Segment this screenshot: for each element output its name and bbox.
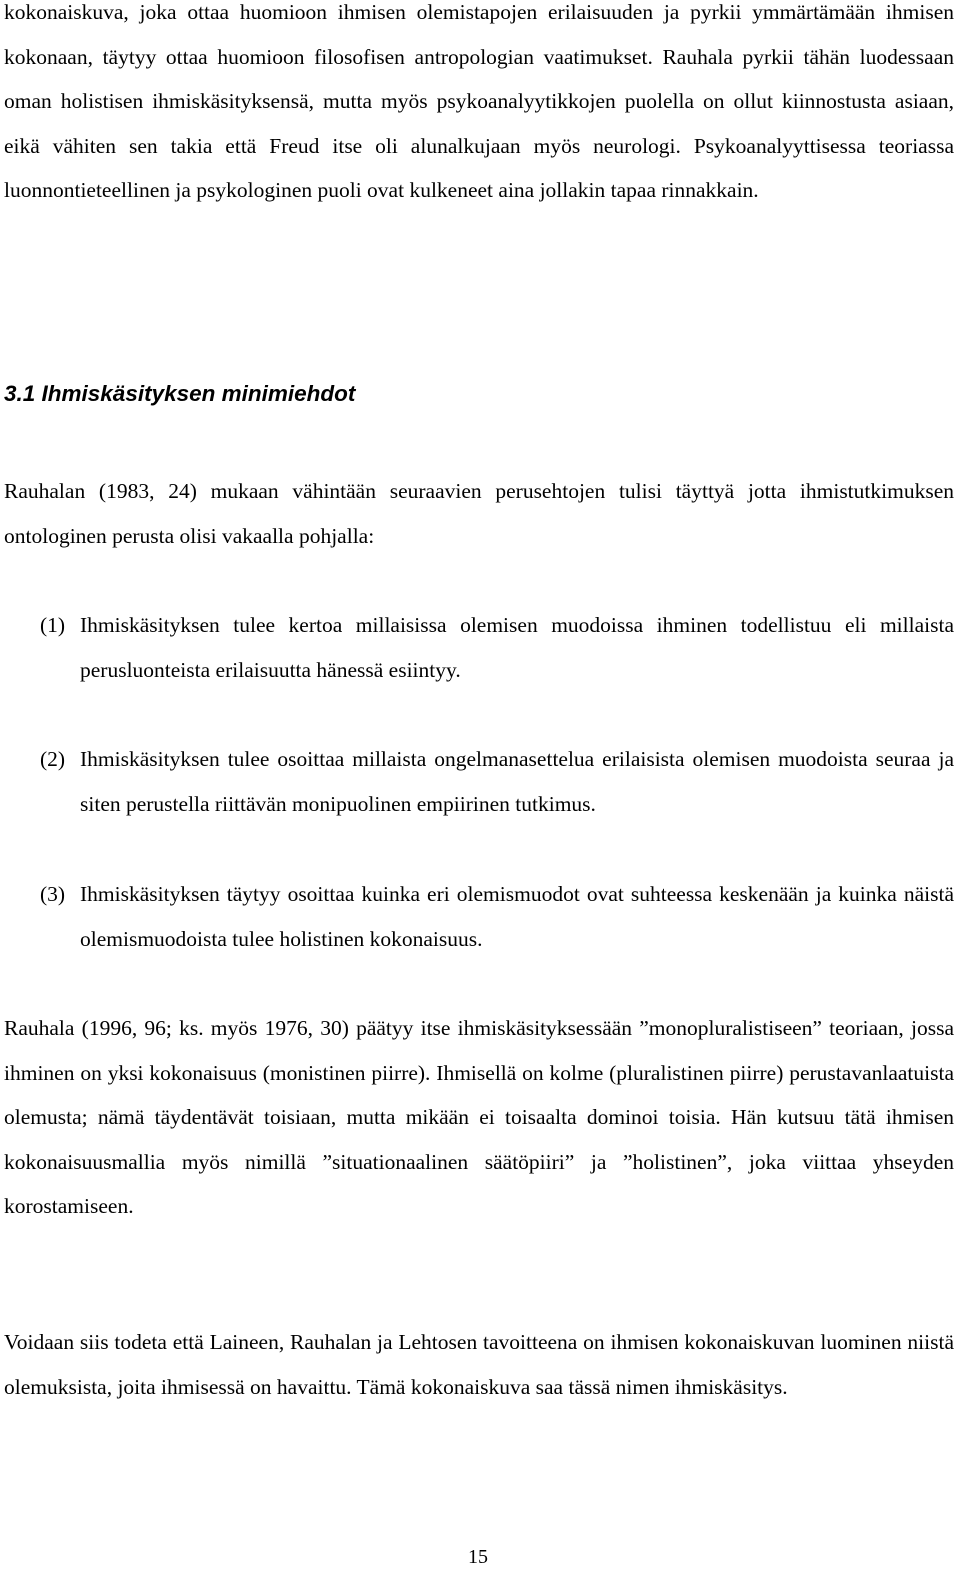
list-text: Ihmiskäsityksen tulee kertoa millaisissa olemisen muodoissa ihminen todellistuu eli millaista perusluonteista erilaisuutta hänessä esiintyy. bbox=[80, 613, 954, 682]
list-item-2 bbox=[40, 737, 954, 826]
list-number: (1) bbox=[40, 613, 66, 637]
list-item-1 bbox=[40, 603, 954, 692]
page-number: 15 bbox=[468, 1546, 488, 1568]
list-item-3 bbox=[40, 872, 954, 961]
conclusion-paragraph: Voidaan siis todeta että Laineen, Rauhalan ja Lehtosen tavoitteena on ihmisen kokonaiskuvan luominen niistä olemuksista, joita ihmisessä on havaittu. Tämä kokonaiskuva saa tässä nimen ihmiskäsitys. bbox=[4, 1330, 954, 1399]
list-number: (3) bbox=[40, 882, 66, 906]
rauhalan-paragraph: Rauhalan (1983, 24) mukaan vähintään seuraavien perusehtojen tulisi täyttyä jotta ihmistutkimuksen ontologinen perusta olisi vakaalla pohjalla: bbox=[4, 479, 954, 548]
rauhala-1996-paragraph: Rauhala (1996, 96; ks. myös 1976, 30) päätyy itse ihmiskäsityksessään ”monopluralistiseen” teoriaan, jossa ihminen on yksi kokonaisuus (monistinen piirre). Ihmisellä on kolme (pluralistinen piirre) perustavanlaatuista olemusta; nämä täydentävät toisiaan, mutta mikään ei toisaalta dominoi toisia. Hän kutsuu tätä ihmisen kokonaisuusmallia myös nimillä ”situationaalinen säätöpiiri” ja ”holistinen”, joka viittaa yhseyden korostamiseen. bbox=[4, 1016, 954, 1219]
intro-paragraph: kokonaiskuva, joka ottaa huomioon ihmisen olemistapojen erilaisuuden ja pyrkii ymmärtämään ihmisen kokonaan, täytyy ottaa huomioon filosofisen antropologian vaatimukset. Rauhala pyrkii tähän luodessaan oman holistisen ihmiskäsityksensä, mutta myös psykoanalyytikkojen puolella on ollut kiinnostusta asiaan, eikä vähiten sen takia että Freud itse oli alunalkujaan myös neurologi. Psykoanalyyttisessa teoriassa luonnontieteellinen ja psykologinen puoli ovat kulkeneet aina jollakin tapaa rinnakkain. bbox=[4, 0, 954, 203]
list-number: (2) bbox=[40, 747, 66, 771]
list-text: Ihmiskäsityksen täytyy osoittaa kuinka eri olemismuodot ovat suhteessa keskenään ja kuinka näistä olemismuodoista tulee holistinen kokonaisuus. bbox=[80, 882, 954, 951]
list-text: Ihmiskäsityksen tulee osoittaa millaista ongelmanasettelua erilaisista olemisen muodoista seuraa ja siten perustella riittävän monipuolinen empiirinen tutkimus. bbox=[80, 747, 954, 816]
section-heading: 3.1 Ihmiskäsityksen minimiehdot bbox=[4, 381, 356, 406]
